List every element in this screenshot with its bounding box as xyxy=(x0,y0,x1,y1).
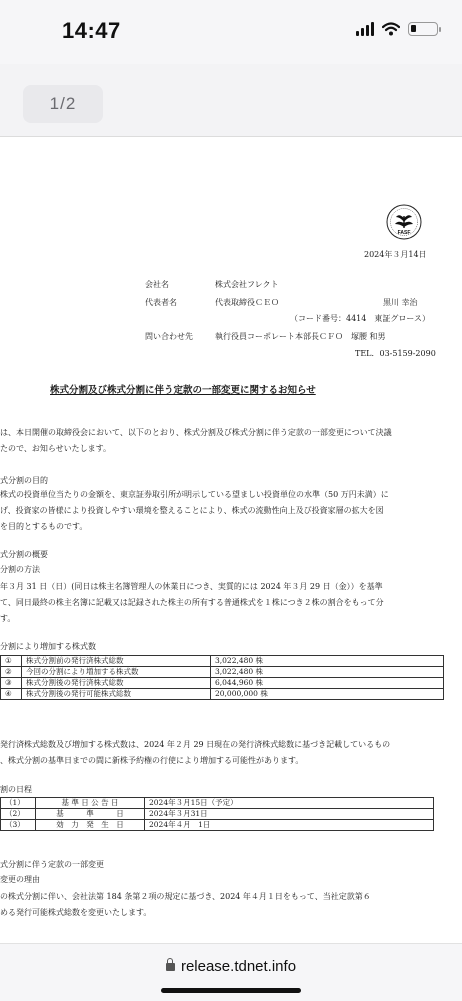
row-item: 基 準 日 xyxy=(36,809,145,820)
note-line-2: 、株式分割の基準日までの間に新株予約権の行使により増加する可能性があります。 xyxy=(0,756,304,765)
row-value: 2024年４月 1日 xyxy=(145,820,434,831)
rep-title: 代表取締役ＣＥＯ xyxy=(215,298,279,307)
contact-label: 問い合わせ先 xyxy=(145,332,193,341)
logo-text: FASF xyxy=(397,230,411,236)
section3-heading: 割の日程 xyxy=(0,785,32,794)
row-value: 6,044,960 株 xyxy=(211,678,444,689)
section1-line-3: を目的とするものです。 xyxy=(0,522,88,531)
table-row xyxy=(1,820,434,831)
table-row xyxy=(1,689,444,700)
schedule-table xyxy=(0,797,434,831)
row-value: 3,022,480 株 xyxy=(211,656,444,667)
home-indicator[interactable] xyxy=(161,988,301,993)
page-indicator[interactable]: 1/2 xyxy=(23,85,103,123)
row-item: 効 力 発 生 日 xyxy=(36,820,145,831)
doc-date: 2024年３月14日 xyxy=(364,250,427,259)
section1-line-1: 株式の投資単位当たりの金額を、東京証券取引所が明示している望ましい投資単位の水準（50 万円未満）に xyxy=(0,490,389,499)
rep-name: 黒川 幸治 xyxy=(383,298,418,307)
document-title: 株式分割及び株式分割に伴う定款の一部変更に関するお知らせ xyxy=(50,385,316,396)
row-number: （3） xyxy=(1,820,36,831)
rep-label: 代表者名 xyxy=(145,298,177,307)
row-item: 今回の分割により増加する株式数 xyxy=(22,667,211,678)
section2-sub2: 分割により増加する株式数 xyxy=(0,642,96,651)
company-value: 株式会社フレクト xyxy=(215,280,279,289)
table-row xyxy=(1,656,444,667)
row-number: ① xyxy=(1,656,22,667)
shares-table xyxy=(0,655,444,700)
table-row xyxy=(1,798,434,809)
section4-line-1: の株式分割に伴い、会社法第 184 条第２項の規定に基づき、2024 年４月１日をもって、当社定款第６ xyxy=(0,892,371,901)
fasf-logo-icon xyxy=(386,204,422,240)
intro-line-1: は、本日開催の取締役会において、以下のとおり、株式分割及び株式分割に伴う定款の一部変更について決議 xyxy=(0,428,392,437)
row-number: （1） xyxy=(1,798,36,809)
url-text: release.tdnet.info xyxy=(180,958,297,975)
lock-icon xyxy=(166,963,175,971)
contact-tel: TEL．03-5159-2090 xyxy=(355,349,436,358)
row-number: ④ xyxy=(1,689,22,700)
row-value: 20,000,000 株 xyxy=(211,689,444,700)
row-item: 基 準 日 公 告 日 xyxy=(36,798,145,809)
row-number: ② xyxy=(1,667,22,678)
row-value: 2024年３月15日（予定） xyxy=(145,798,434,809)
section2-heading: 式分割の概要 xyxy=(0,550,48,559)
wifi-icon xyxy=(382,22,400,36)
table-row xyxy=(1,667,444,678)
company-label: 会社名 xyxy=(145,280,169,289)
section1-line-2: げ、投資家の皆様により投資しやすい環境を整えることにより、株式の流動性向上及び投資家層の拡大を図 xyxy=(0,506,384,515)
section1-heading: 式分割の目的 xyxy=(0,476,48,485)
stock-code: （コード番号：4414 東証グロース） xyxy=(290,314,430,323)
section4-line-2: める発行可能株式総数を変更いたします。 xyxy=(0,908,152,917)
row-number: ③ xyxy=(1,678,22,689)
section2-sub1: 分割の方法 xyxy=(0,565,40,574)
row-item: 株式分割後の発行可能株式総数 xyxy=(22,689,211,700)
row-value: 3,022,480 株 xyxy=(211,667,444,678)
battery-icon xyxy=(408,22,438,36)
url-display[interactable] xyxy=(0,958,462,975)
section4-sub: 変更の理由 xyxy=(0,875,40,884)
status-time: 14:47 xyxy=(62,18,121,43)
section2-line-2: て、同日最終の株主名簿に記載又は記録された株主の所有する普通株式を１株につき２株の割合をもって分 xyxy=(0,598,384,607)
intro-line-2: たので、お知らせいたします。 xyxy=(0,444,111,453)
contact-value: 執行役員コーポレート本部長ＣＦＯ 塚腰 和男 xyxy=(215,332,386,341)
row-value: 2024年３月31日 xyxy=(145,809,434,820)
status-bar xyxy=(0,0,462,64)
section2-line-3: す。 xyxy=(0,614,16,623)
row-item: 株式分割後の発行済株式総数 xyxy=(22,678,211,689)
note-line-1: 発行済株式総数及び増加する株式数は、2024 年２月 29 日現在の発行済株式総数に基づき記載しているもの xyxy=(0,740,391,749)
table-row xyxy=(1,678,444,689)
section2-line-1: 年３月 31 日（日）(同日は株主名簿管理人の休業日につき、実質的には 2024 年３月 29 日（金））を基準 xyxy=(0,582,383,591)
pdf-document-page[interactable] xyxy=(0,137,462,943)
section4-heading: 式分割に伴う定款の一部変更 xyxy=(0,860,104,869)
table-row xyxy=(1,809,434,820)
system-icons xyxy=(356,22,438,36)
cellular-signal-icon xyxy=(356,22,374,36)
row-item: 株式分割前の発行済株式総数 xyxy=(22,656,211,667)
row-number: （2） xyxy=(1,809,36,820)
